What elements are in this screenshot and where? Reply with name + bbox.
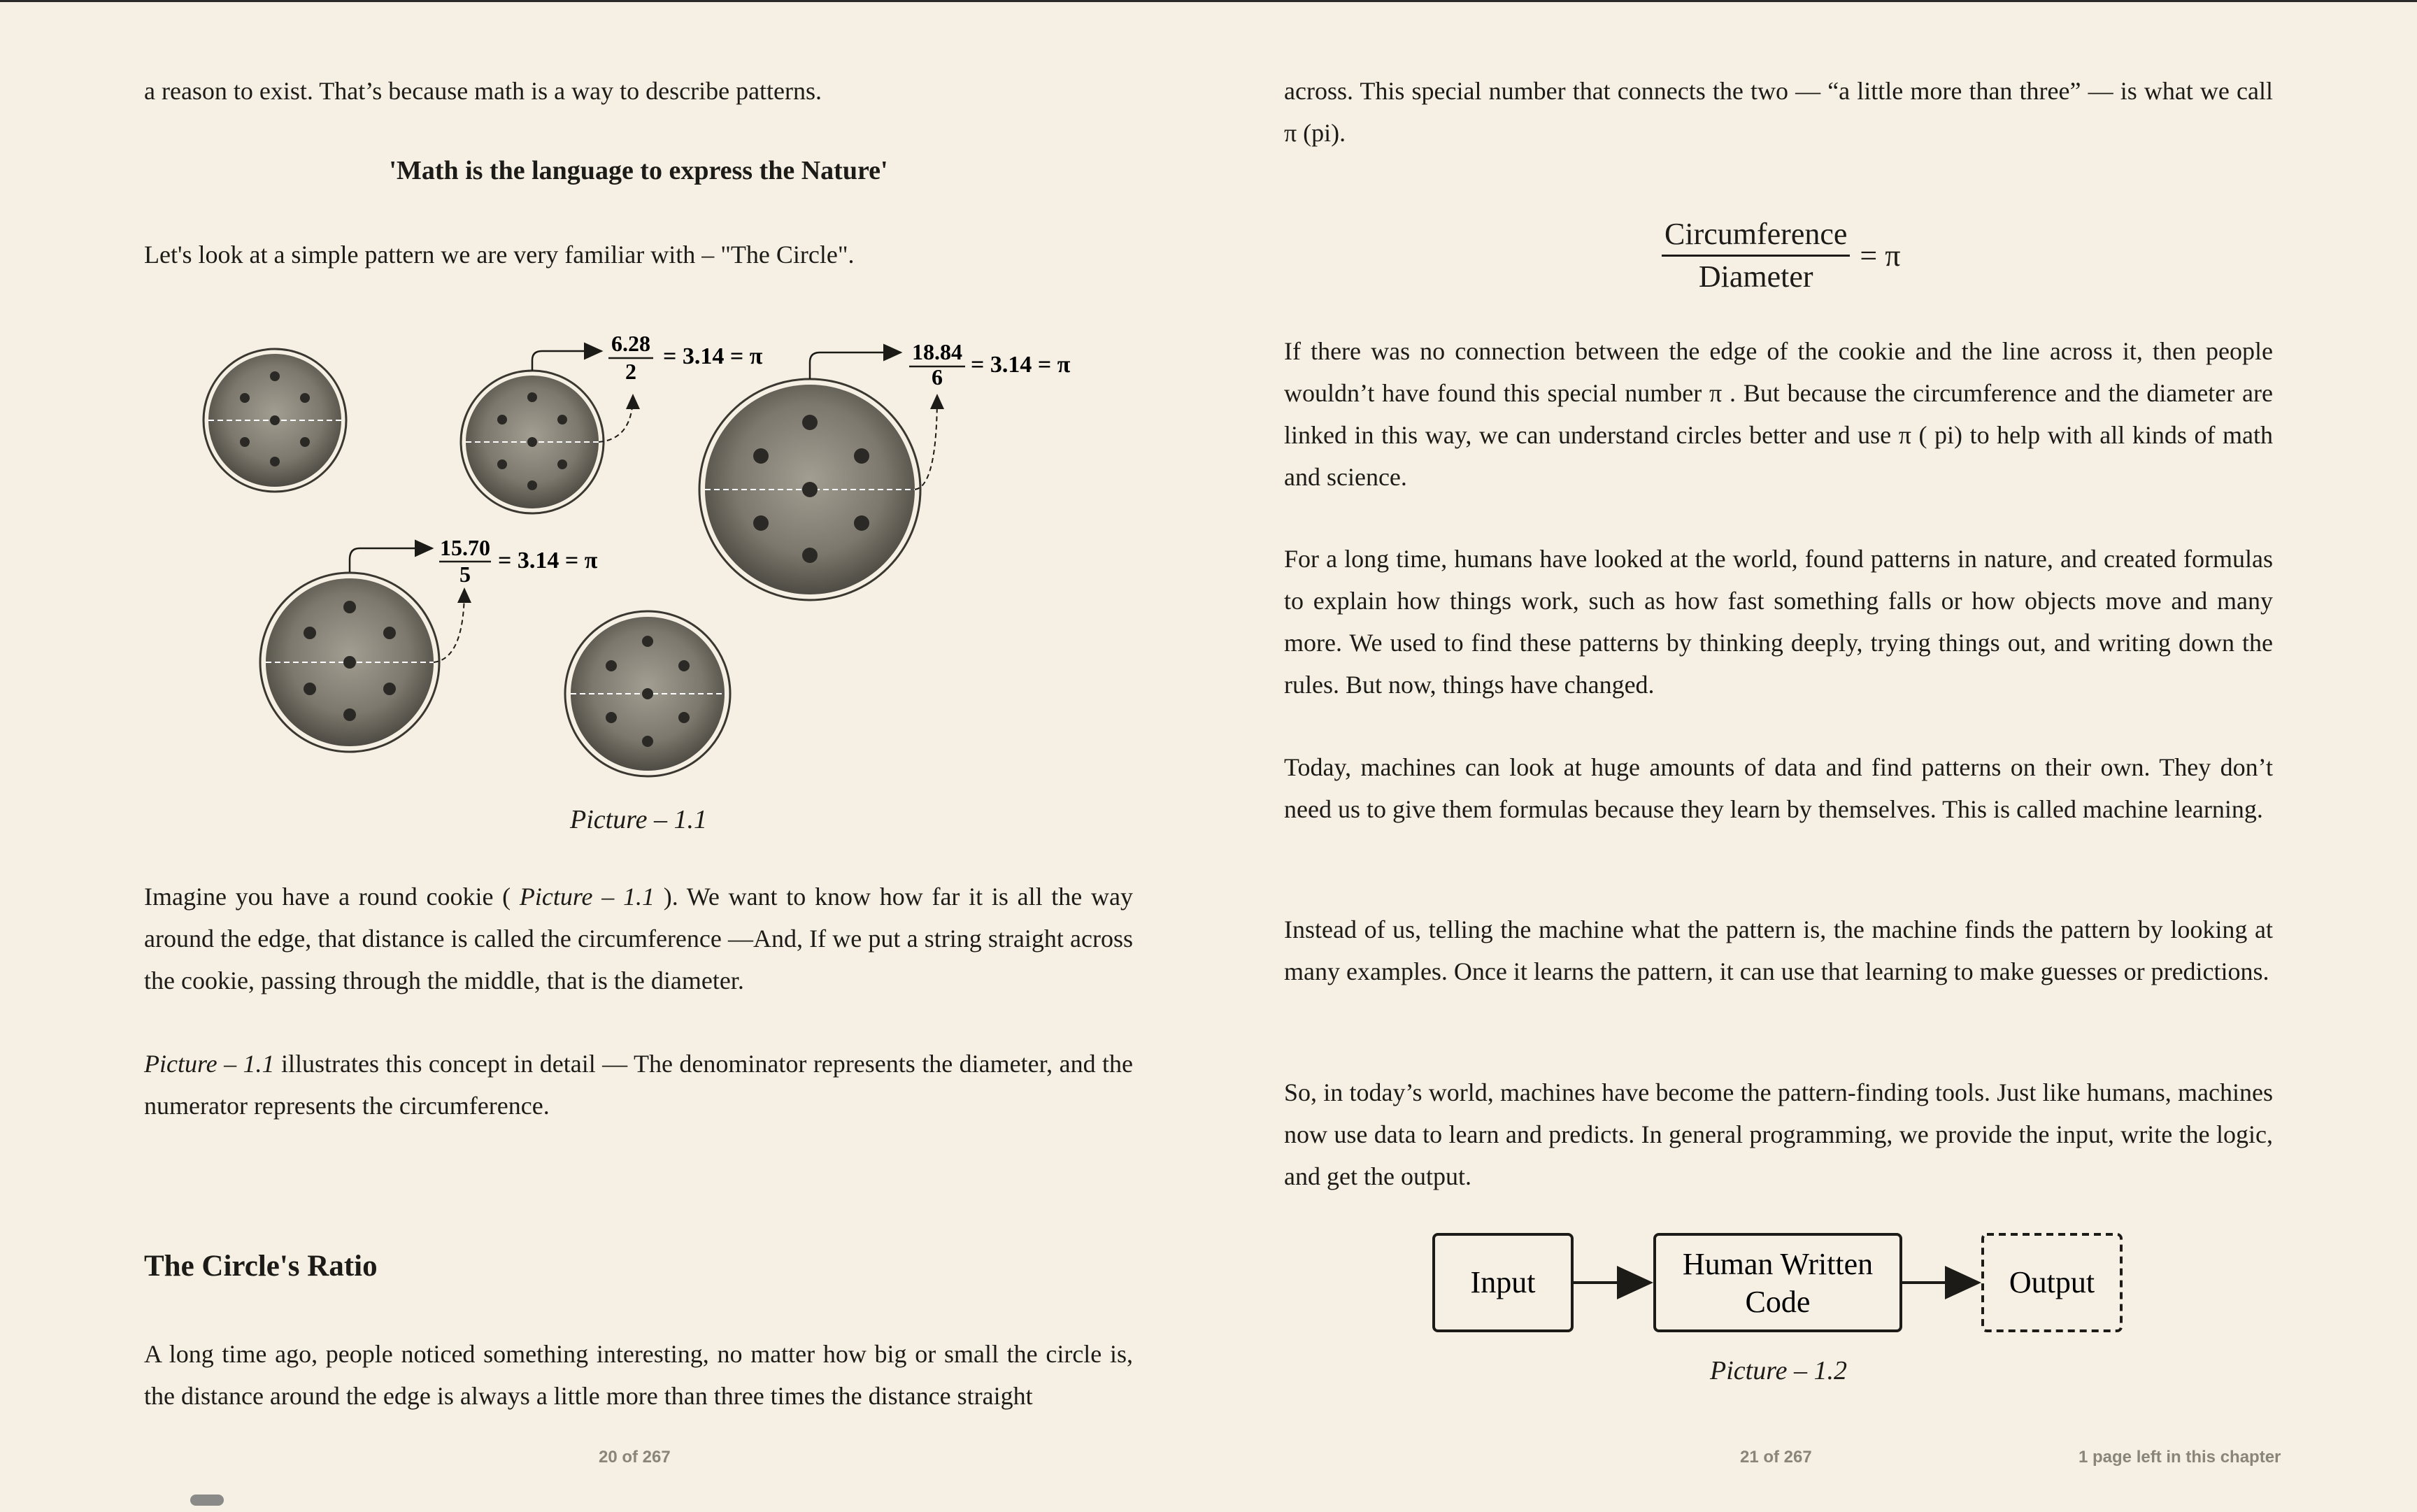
eq3-result: = 3.14 = π xyxy=(498,548,598,573)
equation-3 xyxy=(439,535,598,587)
eq2-denominator: 6 xyxy=(932,364,943,390)
picture-reference: Picture – 1.1 xyxy=(144,1050,275,1078)
cookie-diameter-6 xyxy=(699,352,937,600)
cookie-diameter-2 xyxy=(461,351,633,513)
paragraph-across: across. This special number that connects the two — “a little more than three” — is what we call π (pi). xyxy=(1284,77,2273,147)
cookie-plain xyxy=(565,611,730,776)
quote: 'Math is the language to express the Nature' xyxy=(389,156,888,185)
diagram-svg xyxy=(1284,1232,2273,1358)
eq1-denominator: 2 xyxy=(625,359,636,384)
paragraph-illustrates-text: illustrates this concept in detail — The denominator represents the diameter, and the numerator represents the circumference. xyxy=(144,1050,1133,1120)
code-label-line2: Code xyxy=(1745,1285,1811,1319)
paragraph-humans: For a long time, humans have looked at the world, found patterns in nature, and created formulas to explain how things work, such as how fast something falls or how objects move and many more. We used to find these patterns by thinking deeply, trying things out, and writing down the rules. But now, things have changed. xyxy=(1284,545,2273,699)
paragraph-connection: If there was no connection between the edge of the cookie and the line across it, then people wouldn’t have found this special number π . But because the circumference and the diameter are linked in this way, we can understand circles better and use π ( pi) to help with all kinds of math and science. xyxy=(1284,337,2273,491)
paragraph-illustrates xyxy=(144,1043,1133,1127)
paragraph-intro: Let's look at a simple pattern we are very familiar with – "The Circle". xyxy=(144,241,855,269)
eq2-numerator: 18.84 xyxy=(912,339,962,364)
eq1-result: = 3.14 = π xyxy=(663,343,763,369)
paragraph-top: a reason to exist. That’s because math is a way to describe patterns. xyxy=(144,77,822,105)
programming-diagram xyxy=(1284,1232,2273,1414)
equation-1 xyxy=(608,331,763,384)
cookie-figure xyxy=(0,0,1259,909)
eq2-result: = 3.14 = π xyxy=(971,352,1071,378)
paragraph-instead: Instead of us, telling the machine what the pattern is, the machine finds the pattern by looking at many examples. Once it learns the pattern, it can use that learning to make guesses or predictions. xyxy=(1284,915,2273,985)
scroll-indicator[interactable] xyxy=(190,1495,224,1506)
picture-reference: Picture – 1.1 xyxy=(519,883,655,911)
input-label: Input xyxy=(1470,1265,1536,1299)
figure-caption-1-2: Picture – 1.2 xyxy=(1710,1356,1847,1385)
output-label: Output xyxy=(2009,1265,2095,1299)
formula-denominator: Diameter xyxy=(1698,259,1813,294)
left-page-number: 20 of 267 xyxy=(599,1448,671,1467)
right-page-number: 21 of 267 xyxy=(1740,1448,1812,1467)
paragraph-cookie-text-b: ). We want to know how far it is all the way around the edge, that distance is called the circumference —And, If we put a string straight across the cookie, passing through the middle, that is the diameter. xyxy=(144,883,1133,994)
code-label-line1: Human Written xyxy=(1682,1247,1874,1281)
paragraph-so: So, in today’s world, machines have become the pattern-finding tools. Just like humans, machines now use data to learn and predicts. In general programming, we provide the input, write the logic, and get the output. xyxy=(1284,1078,2273,1190)
chapter-pages-left: 1 page left in this chapter xyxy=(2079,1448,2281,1467)
cookie-small xyxy=(204,349,346,492)
section-heading: The Circle's Ratio xyxy=(144,1250,378,1283)
paragraph-long-ago: A long time ago, people noticed something interesting, no matter how big or small the circle is, the distance around the edge is always a little more than three times the distance straight xyxy=(144,1340,1133,1410)
eq3-denominator: 5 xyxy=(459,562,471,587)
formula-equals-pi: = π xyxy=(1860,238,1901,273)
formula-numerator: Circumference xyxy=(1664,216,1848,251)
cookie-diameter-5 xyxy=(260,548,464,752)
pi-formula xyxy=(1662,210,1900,301)
figure-caption-1-1: Picture – 1.1 xyxy=(570,805,707,834)
cookie-figure-svg xyxy=(0,0,1259,909)
equation-2 xyxy=(909,339,1071,390)
eq1-numerator: 6.28 xyxy=(611,331,650,356)
paragraph-cookie-text-a: Imagine you have a round cookie ( xyxy=(144,883,520,911)
paragraph-cookie xyxy=(144,876,1133,1001)
eq3-numerator: 15.70 xyxy=(440,535,490,560)
paragraph-today: Today, machines can look at huge amounts of data and find patterns on their own. They don’t need us to give them formulas because they learn by themselves. This is called machine learning. xyxy=(1284,753,2273,823)
